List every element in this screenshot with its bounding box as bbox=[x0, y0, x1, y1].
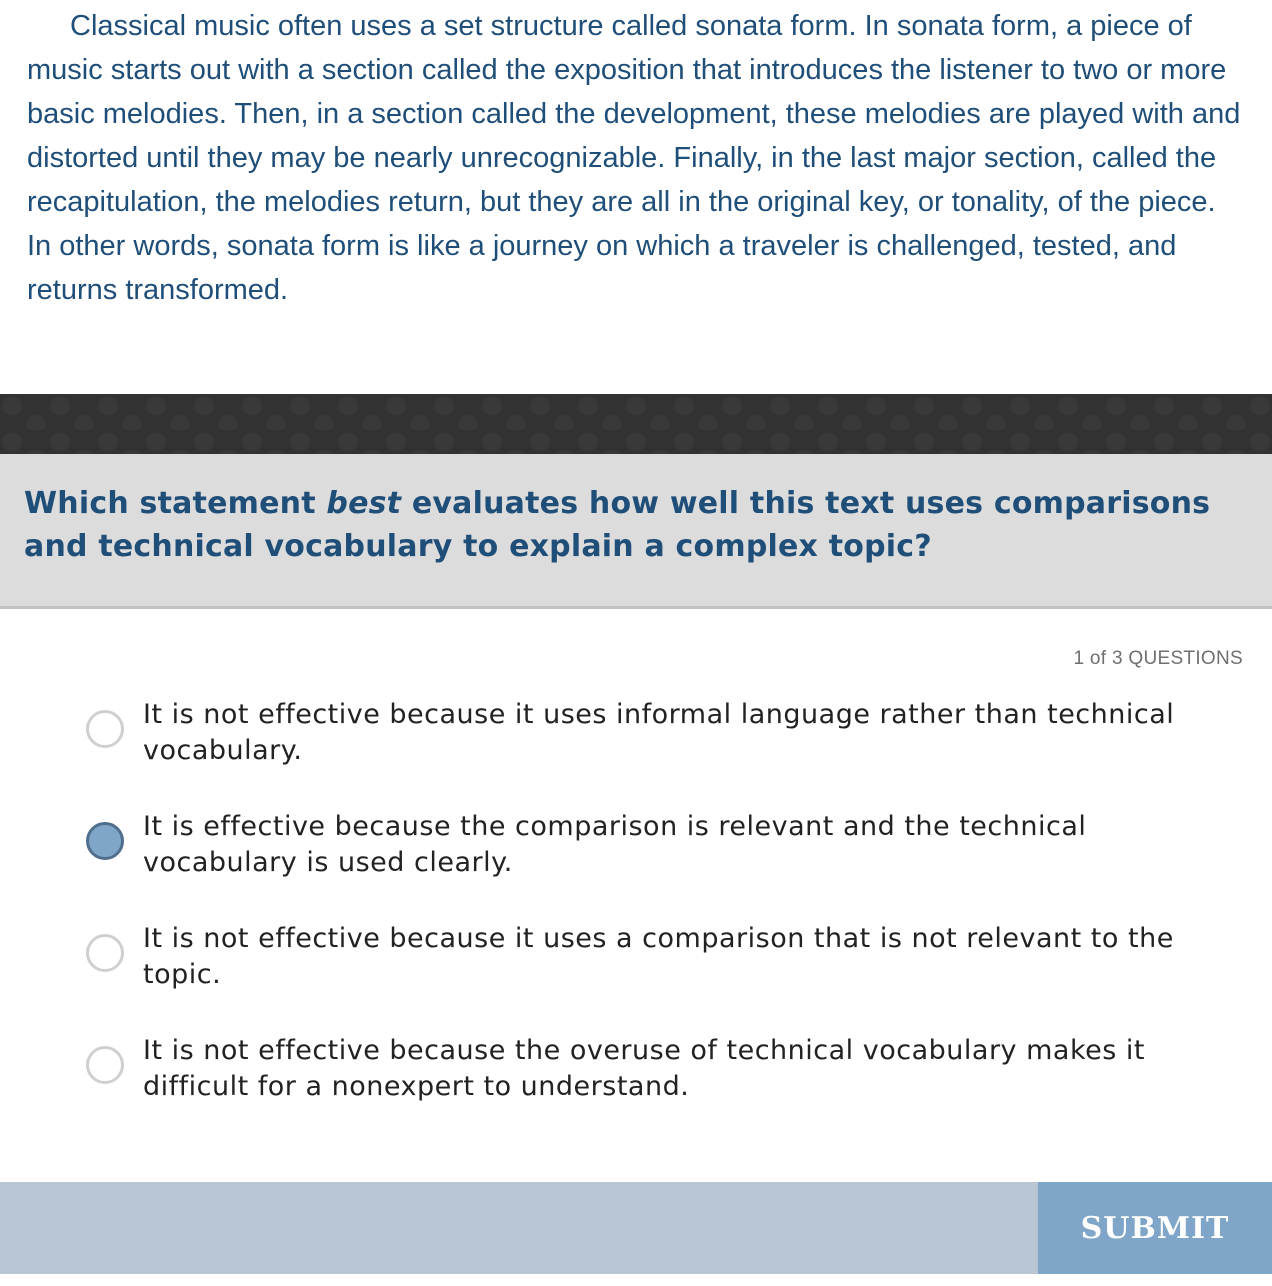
answer-choice-label: It is not effective because it uses a comparison that is not relevant to the topic. bbox=[143, 923, 1174, 990]
answer-choices bbox=[0, 697, 1272, 1145]
radio-button-4[interactable] bbox=[86, 1046, 124, 1084]
pattern-divider bbox=[0, 394, 1272, 454]
radio-button-1[interactable] bbox=[86, 710, 124, 748]
answer-choice-3[interactable] bbox=[0, 921, 1272, 1033]
question-counter: 1 of 3 QUESTIONS bbox=[1073, 648, 1243, 669]
answer-choice-label: It is effective because the comparison is relevant and the technical vocabulary is used clearly. bbox=[143, 811, 1087, 878]
submit-button[interactable]: SUBMIT bbox=[1038, 1182, 1272, 1274]
question-text-before: Which statement bbox=[24, 486, 327, 521]
answer-choice-label: It is not effective because the overuse of technical vocabulary makes it difficult for a nonexpert to understand. bbox=[143, 1035, 1145, 1102]
reading-passage bbox=[0, 0, 1272, 394]
question-text-after: evaluates how well this text uses comparisons and technical vocabulary to explain a complex topic? bbox=[24, 486, 1211, 564]
passage-text: Classical music often uses a set structure called sonata form. In sonata form, a piece of music starts out with a section called the exposition that introduces the listener to two or more basic melodies. Then, in a section called the development, these melodies are played with and distorted until they may be nearly unrecognizable. Finally, in the last major section, called the recapitulation, the melodies return, but they are all in the original key, or tonality, of the piece. In other words, sonata form is like a journey on which a traveler is challenged, tested, and returns transformed. bbox=[27, 10, 1241, 306]
question-panel bbox=[0, 454, 1272, 609]
answer-choice-2[interactable] bbox=[0, 809, 1272, 921]
answer-choice-4[interactable] bbox=[0, 1033, 1272, 1145]
answer-choice-label: It is not effective because it uses informal language rather than technical vocabulary. bbox=[143, 699, 1175, 766]
answer-choice-1[interactable] bbox=[0, 697, 1272, 809]
radio-button-3[interactable] bbox=[86, 934, 124, 972]
question-emphasis: best bbox=[326, 486, 402, 521]
radio-button-2[interactable] bbox=[86, 822, 124, 860]
footer-bar bbox=[0, 1182, 1272, 1274]
question-prompt bbox=[24, 482, 1242, 568]
